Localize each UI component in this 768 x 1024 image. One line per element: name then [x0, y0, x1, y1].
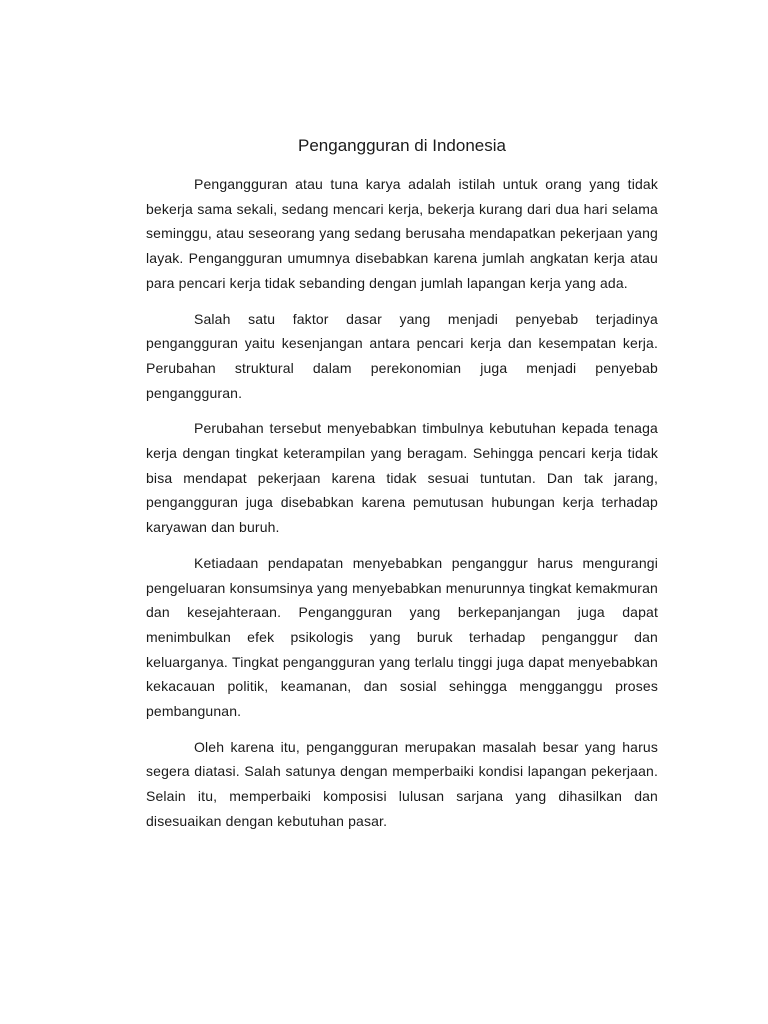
document-title: Pengangguran di Indonesia	[298, 136, 506, 155]
paragraph-1: Pengangguran atau tuna karya adalah istilah untuk orang yang tidak bekerja sama sekali, sedang mencari kerja, bekerja kurang dari dua hari selama seminggu, atau seseorang yang sedang berusaha mendapatkan pekerjaan yang layak. Pengangguran umumnya disebabkan karena jumlah angkatan kerja atau para pencari kerja tidak sebanding dengan jumlah lapangan kerja yang ada.	[146, 176, 658, 291]
paragraph-4: Ketiadaan pendapatan menyebabkan penganggur harus mengurangi pengeluaran konsumsinya yang menyebabkan menurunnya tingkat kemakmuran dan kesejahteraan. Pengangguran yang berkepanjangan juga dapat menimbulkan efek psikologis yang buruk terhadap penganggur dan keluarganya. Tingkat pengangguran yang terlalu tinggi juga dapat menyebabkan kekacauan politik, keamanan, dan sosial sehingga mengganggu proses pembangunan.	[146, 554, 658, 720]
paragraph-2: Salah satu faktor dasar yang menjadi penyebab terjadinya pengangguran yaitu kesenjangan antara pencari kerja dan kesempatan kerja. Perubahan struktural dalam perekonomian juga menjadi penyebab pengangguran.	[146, 310, 658, 401]
document-page	[146, 134, 658, 845]
paragraph-5: Oleh karena itu, pengangguran merupakan masalah besar yang harus segera diatasi. Salah satunya dengan memperbaiki kondisi lapangan pekerjaan. Selain itu, memperbaiki komposisi lulusan sarjana yang dihasilkan dan disesuaikan dengan kebutuhan pasar.	[146, 738, 658, 829]
paragraph-3: Perubahan tersebut menyebabkan timbulnya kebutuhan kepada tenaga kerja dengan tingkat keterampilan yang beragam. Sehingga pencari kerja tidak bisa mendapat pekerjaan karena tidak sesuai tuntutan. Dan tak jarang, pengangguran juga disebabkan karena pemutusan hubungan kerja terhadap karyawan dan buruh.	[146, 420, 658, 536]
